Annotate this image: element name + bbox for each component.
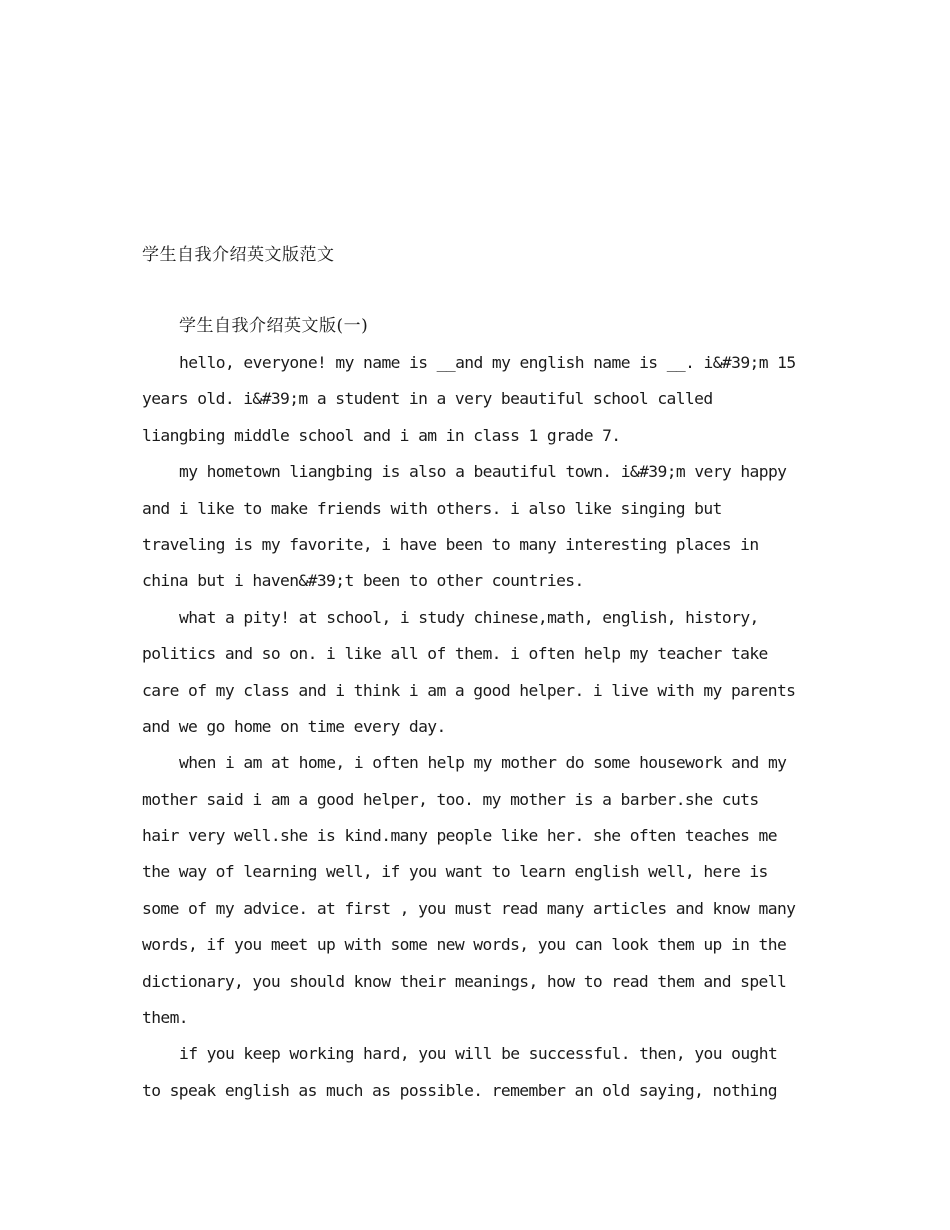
body-line: the way of learning well, if you want to learn english well, here is	[142, 862, 768, 882]
body-line: and we go home on time every day.	[142, 716, 446, 736]
body-line: and i like to make friends with others. i also like singing but	[142, 498, 722, 518]
body-text	[142, 351, 812, 1115]
section-heading: 学生自我介绍英文版(一)	[179, 316, 369, 336]
body-line: them.	[142, 1008, 189, 1028]
body-line: some of my advice. at first , you must read many articles and know many	[142, 898, 796, 918]
body-line: if you keep working hard, you will be successful. then, you ought	[179, 1044, 778, 1064]
document-title: 学生自我介绍英文版范文	[142, 245, 335, 265]
body-line: politics and so on. i like all of them. i often help my teacher take	[142, 644, 768, 664]
body-line: years old. i&#39;m a student in a very beautiful school called	[142, 389, 713, 409]
body-line: words, if you meet up with some new words, you can look them up in the	[142, 935, 787, 955]
body-line: traveling is my favorite, i have been to many interesting places in	[142, 534, 759, 554]
body-line: my hometown liangbing is also a beautiful town. i&#39;m very happy	[179, 462, 787, 482]
body-line: hair very well.she is kind.many people like her. she often teaches me	[142, 826, 777, 846]
body-line: mother said i am a good helper, too. my mother is a barber.she cuts	[142, 789, 759, 809]
body-line: what a pity! at school, i study chinese,math, english, history,	[179, 607, 759, 627]
body-line: when i am at home, i often help my mother do some housework and my	[179, 753, 787, 773]
body-line: china but i haven&#39;t been to other countries.	[142, 571, 584, 591]
body-line: liangbing middle school and i am in class 1 grade 7.	[142, 425, 621, 445]
body-line: hello, everyone! my name is __and my english name is __. i&#39;m 15	[179, 353, 796, 372]
body-line: care of my class and i think i am a good helper. i live with my parents	[142, 680, 796, 700]
body-line: dictionary, you should know their meanings, how to read them and spell	[142, 971, 787, 991]
body-line: to speak english as much as possible. remember an old saying, nothing	[142, 1080, 777, 1100]
